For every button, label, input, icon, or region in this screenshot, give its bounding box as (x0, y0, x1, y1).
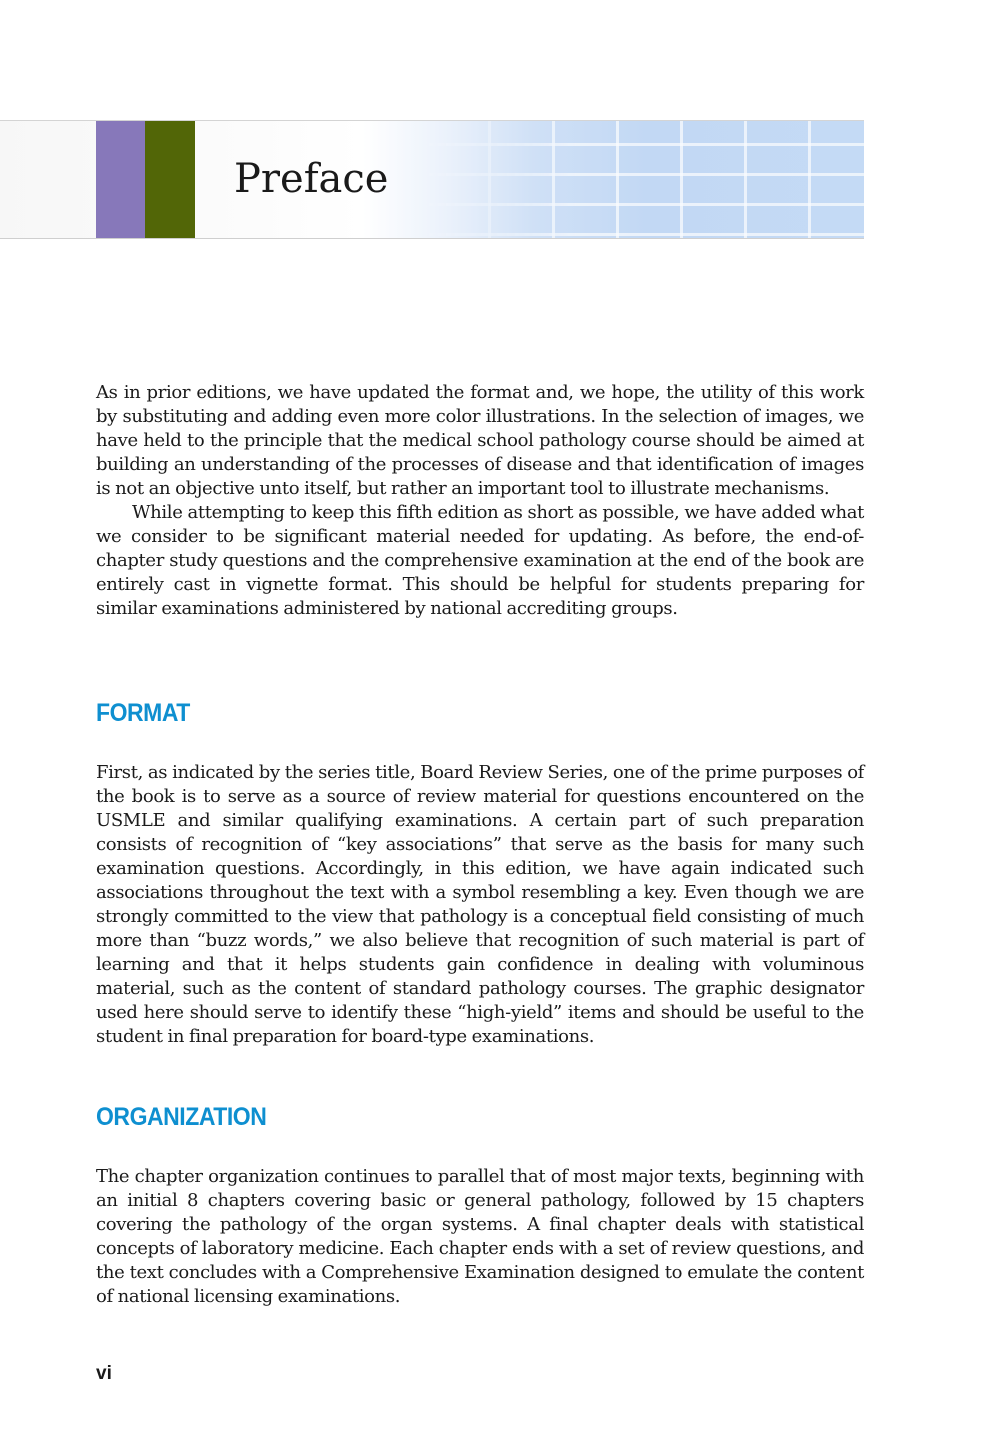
section-format (96, 698, 864, 728)
section-heading-organization: ORGANIZATION (96, 1103, 267, 1131)
page-number: vi (96, 1363, 112, 1384)
organization-paragraph: The chapter organization continues to parallel that of most major texts, beginning with an initial 8 chapters covering basic or general pathology, followed by 15 chapters covering the pathology of the organ systems. A final chapter deals with statistical concepts of laboratory medicine. Each chapter ends with a set of review questions, and the text concludes with a Comprehensive Examination designed to emulate the content of national licensing examinations. (96, 1166, 864, 1307)
banner-olive-bar (145, 121, 195, 238)
format-paragraph: First, as indicated by the series title, Board Review Series, one of the prime purposes of the book is to serve as a source of review material for questions encountered on the USMLE and similar qualifying examinations. A certain part of such preparation consists of recognition of “key associations” that serve as the basis for many such examination questions. Accordingly, in this edition, we have again indicated such associations throughout the text with a symbol resembling a key. Even though we are strongly committed to the view that pathology is a conceptual field consisting of much more than “buzz words,” we also believe that recognition of such material is part of learning and that it helps students gain confidence in dealing with voluminous material, such as the content of standard pathology courses. The graphic designator used here should serve to identify these “high-yield” items and should be useful to the student in final preparation for board-type examinations. (96, 762, 864, 1047)
banner-purple-bar (96, 121, 145, 238)
section-organization (96, 1102, 864, 1132)
intro-block (96, 381, 864, 621)
section-heading-format: FORMAT (96, 699, 190, 727)
page-title: Preface (234, 156, 389, 202)
section-organization-body (96, 1165, 864, 1309)
intro-paragraph-1: As in prior editions, we have updated the format and, we hope, the utility of this work by substituting and adding even more color illustrations. In the selection of images, we have held to the principle that the medical school pathology course should be aimed at building an understanding of the processes of disease and that identification of images is not an objective unto itself, but rather an important tool to illustrate mechanisms. (96, 382, 864, 499)
banner-grid-pattern (420, 121, 864, 238)
chapter-banner (0, 120, 864, 239)
section-format-body (96, 761, 864, 1049)
intro-paragraph-2: While attempting to keep this fifth edition as short as possible, we have added what we consider to be significant material needed for updating. As before, the end-of-chapter study questions and the comprehensive examination at the end of the book are entirely cast in vignette format. This should be helpful for students preparing for similar examinations administered by national accrediting groups. (96, 502, 864, 619)
